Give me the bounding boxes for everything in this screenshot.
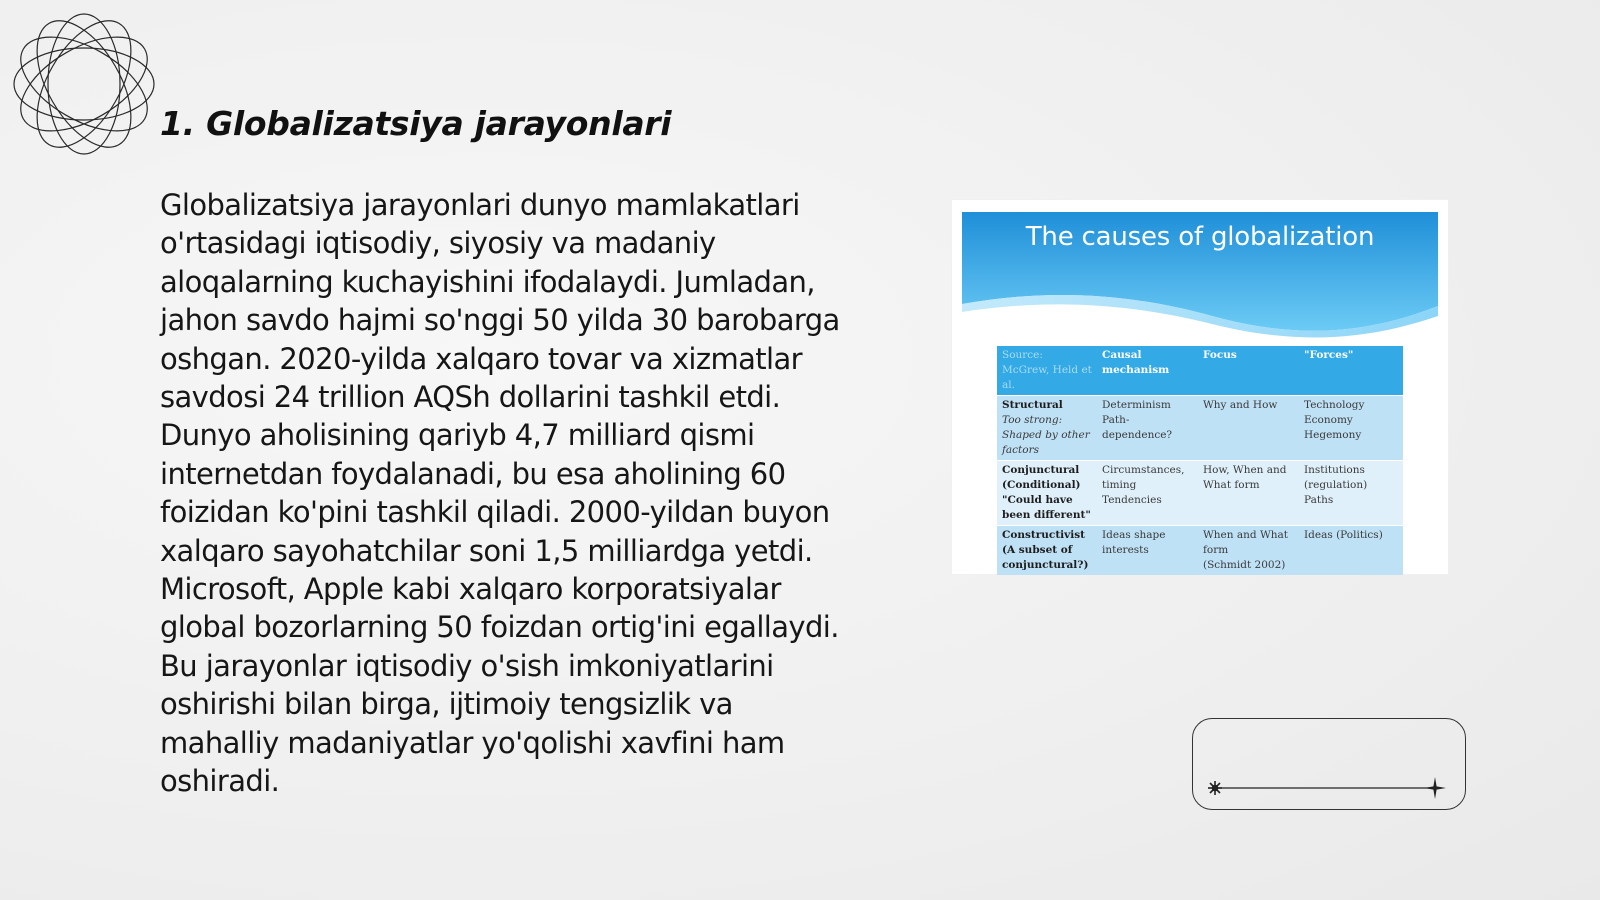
- row-label: Structural: [1002, 399, 1063, 411]
- table-header-row: [997, 346, 1403, 396]
- row-label: Constructivist (A subset of conjunctural?): [1002, 529, 1089, 571]
- table-header-cell: Causal mechanism: [1097, 346, 1198, 396]
- cell-line: Determinism: [1102, 399, 1171, 411]
- table-cell: [1299, 396, 1403, 461]
- decorative-line: [1193, 719, 1465, 809]
- table-cell: [1299, 526, 1403, 576]
- body-paragraph: Globalizatsiya jarayonlari dunyo mamlakatlari o'rtasidagi iqtisodiy, siyosiy va madaniy aloqalarning kuchayishini ifodalaydi. Jumladan, jahon savdo hajmi so'nggi 50 yilda 30 barobarga oshgan. 2020-yilda xalqaro tovar va xizmatlar savdosi 24 trillion AQSh dollarini tashkil etdi. Dunyo aholisining qariyb 4,7 milliard qismi internetdan foydalanadi, bu esa aholining 60 foizidan ko'pini tashkil qiladi. 2000-yildan buyon xalqaro sayohatchilar soni 1,5 milliardga yetdi. Microsoft, Apple kabi xalqaro korporatsiyalar global bozorlarning 50 foizdan ortig'ini egallaydi. Bu jarayonlar iqtisodiy o'sish imkoniyatlarini oshirishi bilan birga, ijtimoiy tengsizlik va mahalliy madaniyatlar yo'qolishi xavfini ham oshiradi.: [160, 188, 840, 799]
- cell-line: Hegemony: [1304, 429, 1362, 441]
- cell-line: Ideas (Politics): [1304, 529, 1383, 541]
- table-header-cell: Source: McGrew, Held et al.: [997, 346, 1097, 396]
- embedded-slide-image: [952, 200, 1448, 574]
- cell-line: How, When and What form: [1203, 464, 1287, 491]
- cell-line: Tendencies: [1102, 494, 1162, 506]
- causes-table: [997, 346, 1403, 575]
- cell-line: Technology: [1304, 399, 1365, 411]
- table-cell: [1097, 396, 1198, 461]
- table-cell: [1097, 461, 1198, 526]
- rosette-decoration-icon: [8, 8, 160, 160]
- table-cell: [1198, 526, 1299, 576]
- table-row: [997, 396, 1403, 461]
- decorative-line-box: [1192, 718, 1466, 810]
- table-cell: [1299, 461, 1403, 526]
- sun-burst-icon: [1208, 781, 1222, 795]
- table-cell: [1198, 461, 1299, 526]
- table-cell: [997, 396, 1097, 461]
- cell-line: (Schmidt 2002): [1203, 559, 1286, 571]
- row-label: Conjunctural (Conditional) "Could have been different": [1002, 464, 1091, 521]
- cell-line: When and What form: [1203, 529, 1288, 556]
- cell-line: Path-dependence?: [1102, 414, 1173, 441]
- table-cell: [1097, 526, 1198, 576]
- table-header-cell: "Forces": [1299, 346, 1403, 396]
- table-row: [997, 526, 1403, 576]
- cell-line: Paths: [1304, 494, 1334, 506]
- cell-line: Economy: [1304, 414, 1353, 426]
- sparkle-icon: [1424, 777, 1446, 799]
- embedded-slide-title: The causes of globalization: [1025, 222, 1375, 252]
- cell-line: Why and How: [1203, 399, 1278, 411]
- cell-line: Circumstances, timing: [1102, 464, 1185, 491]
- cell-line: Institutions (regulation): [1304, 464, 1368, 491]
- table-cell: [997, 526, 1097, 576]
- table-cell: [1198, 396, 1299, 461]
- cell-line: Ideas shape interests: [1102, 529, 1166, 556]
- slide-title: 1. Globalizatsiya jarayonlari: [160, 104, 672, 143]
- table-header-cell: Focus: [1198, 346, 1299, 396]
- table-cell: [997, 461, 1097, 526]
- table-row: [997, 461, 1403, 526]
- row-note: Too strong: Shaped by other factors: [1002, 414, 1090, 456]
